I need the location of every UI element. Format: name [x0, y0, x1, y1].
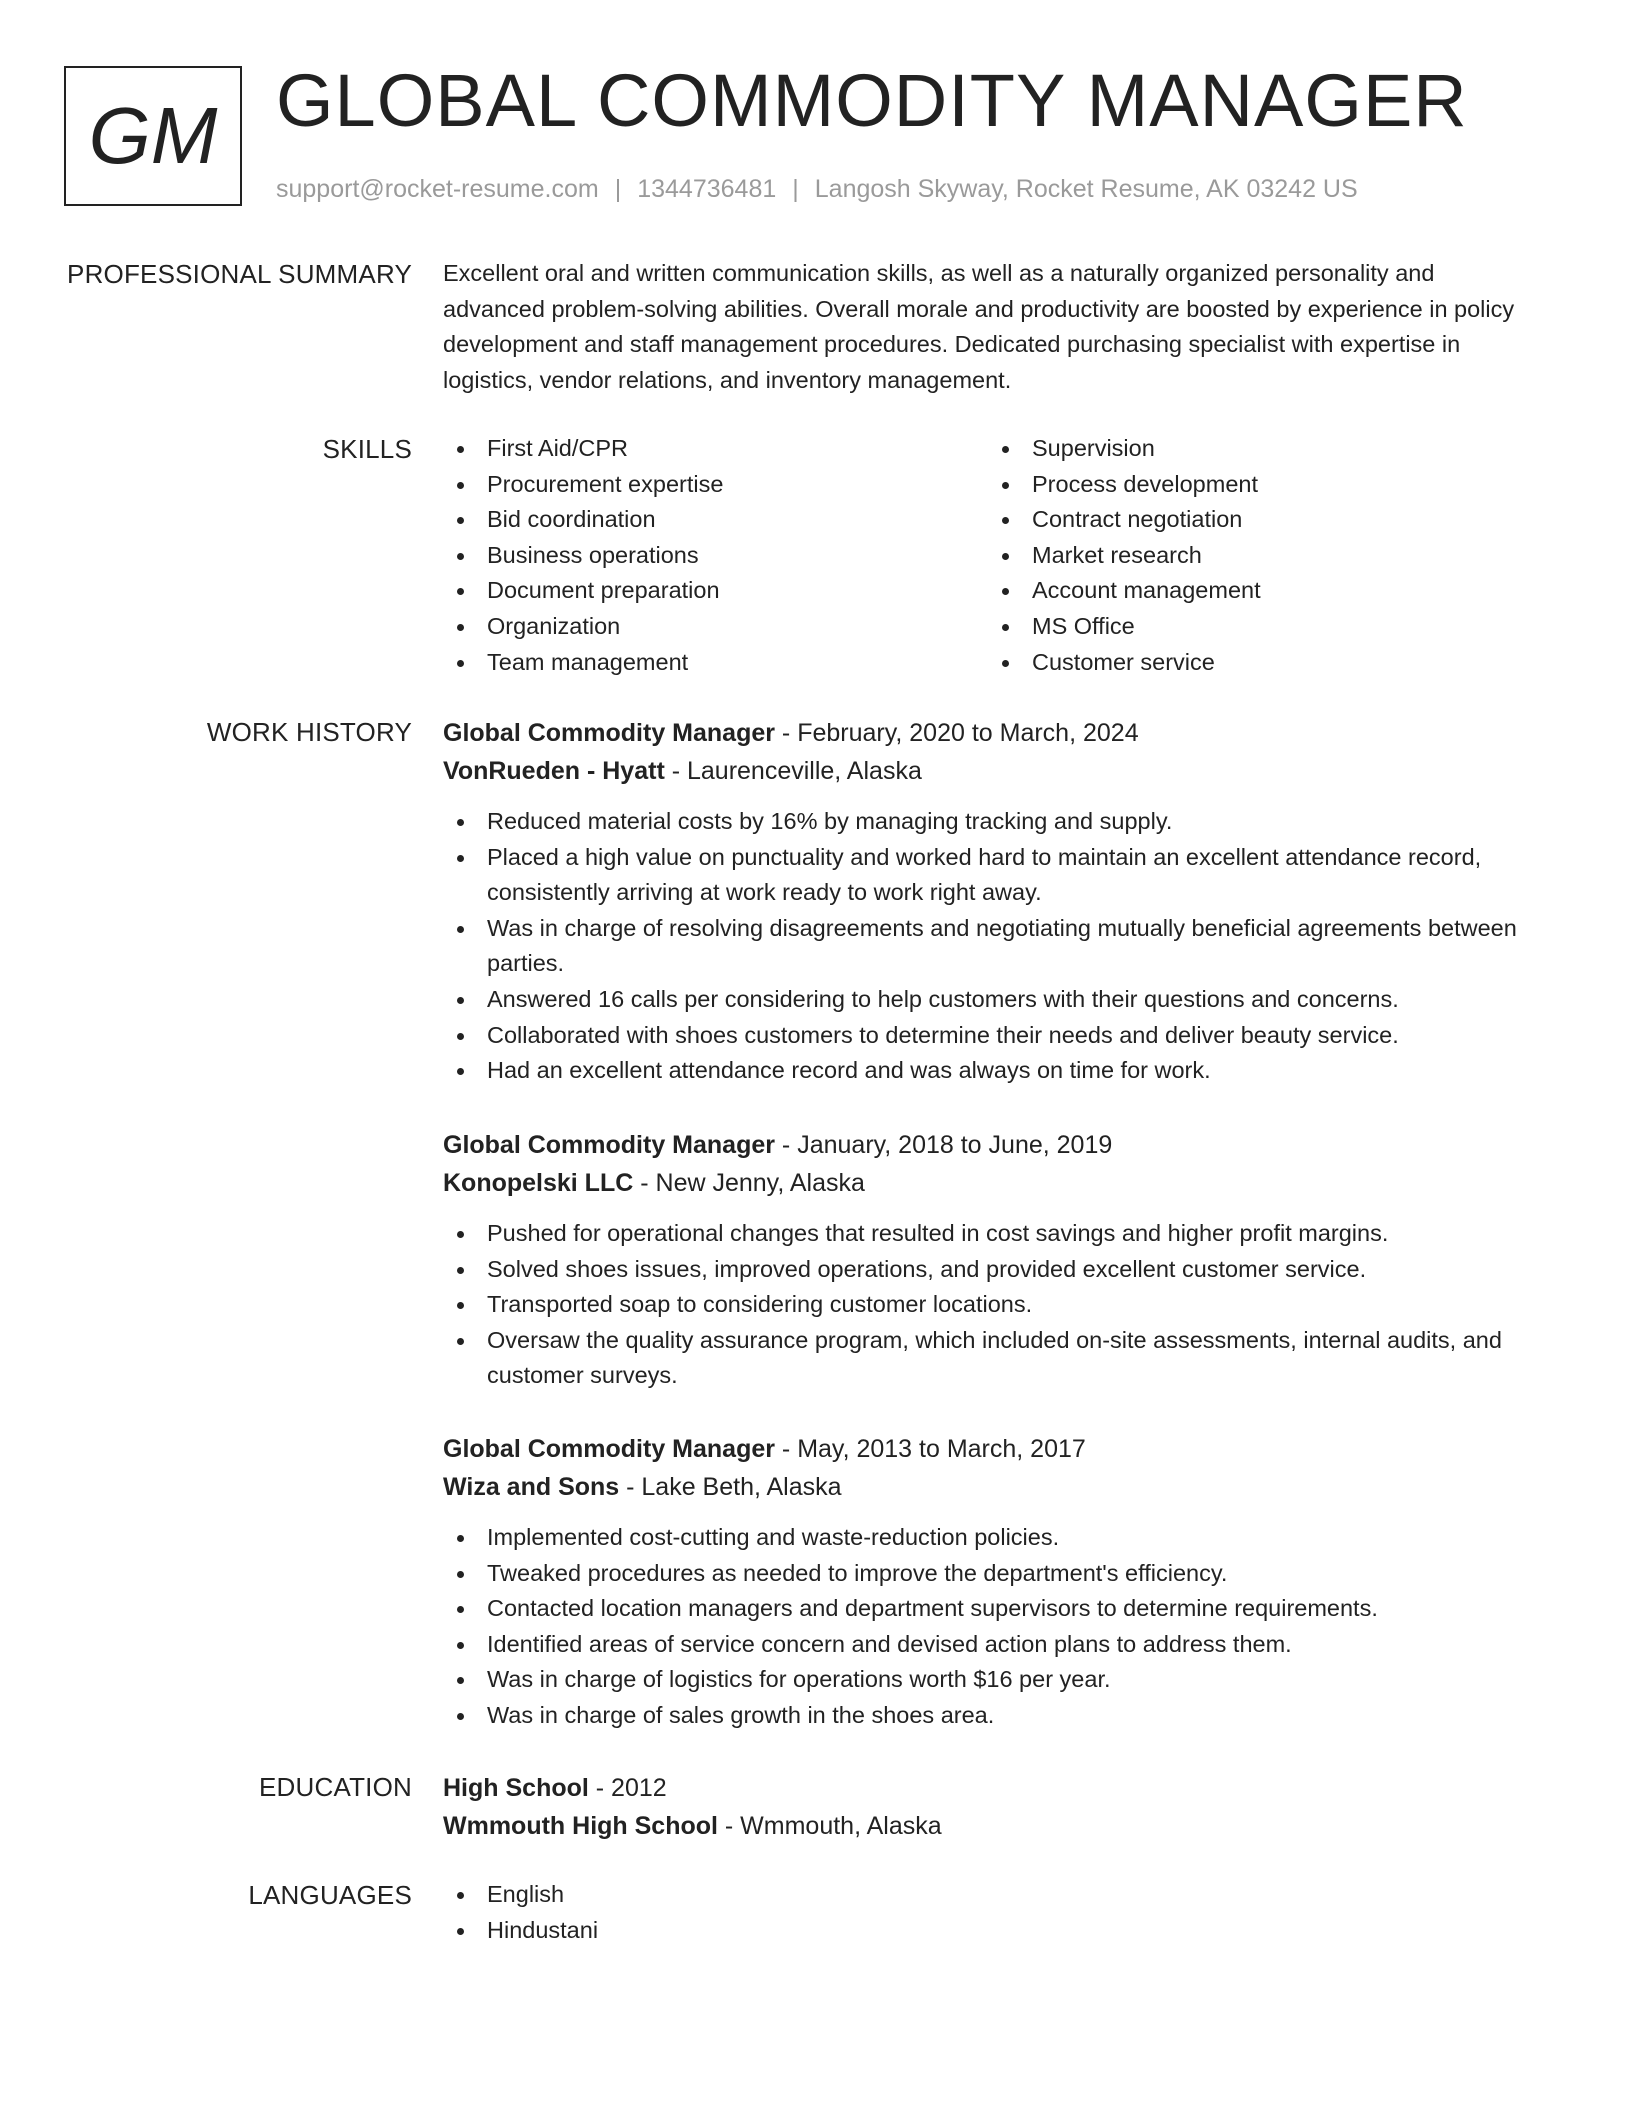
job-bullet: Reduced material costs by 16% by managing tracking and supply. [443, 804, 1563, 840]
contact-line [276, 172, 1358, 206]
contact-separator: | [792, 175, 799, 203]
skill-item: Account management [988, 573, 1533, 609]
job-bullet: Collaborated with shoes customers to determine their needs and deliver beauty service. [443, 1018, 1563, 1054]
resume-title: GLOBAL COMMODITY MANAGER [276, 59, 1468, 142]
summary-text: Excellent oral and written communication skills, as well as a naturally organized personality and advanced problem-solving abilities. Overall morale and productivity are boosted by experience in policy development and staff management procedures. Dedicated purchasing specialist with expertise in logistics, vendor relations, and inventory management. [443, 260, 1515, 393]
skill-item: Organization [443, 609, 988, 645]
skill-item: Customer service [988, 645, 1533, 681]
job-entry [443, 1430, 1563, 1734]
skill-item: Contract negotiation [988, 502, 1533, 538]
skills-heading: SKILLS [322, 434, 412, 464]
contact-phone: 1344736481 [637, 175, 777, 203]
education-heading: EDUCATION [259, 1772, 412, 1802]
job-entry [443, 714, 1563, 1089]
job-company-line [443, 1468, 1563, 1506]
job-company-line [443, 1164, 1563, 1202]
job-bullet: Transported soap to considering customer locations. [443, 1287, 1563, 1323]
job-company-line [443, 752, 1563, 790]
job-bullet: Contacted location managers and department supervisors to determine requirements. [443, 1591, 1563, 1627]
job-bullet: Oversaw the quality assurance program, which included on-site assessments, internal audits, and customer surveys. [443, 1323, 1563, 1394]
summary-heading: PROFESSIONAL SUMMARY [67, 259, 412, 289]
contact-separator: | [614, 175, 622, 203]
skill-item: Team management [443, 645, 988, 681]
languages-list [443, 1877, 1563, 1948]
job-bullet: Placed a high value on punctuality and worked hard to maintain an excellent attendance record, consistently arriving at work ready to work right away. [443, 840, 1563, 911]
job-dates: - January, 2018 to June, 2019 [774, 1131, 1113, 1159]
skill-item: Business operations [443, 538, 988, 574]
job-bullet: Tweaked procedures as needed to improve the department's efficiency. [443, 1556, 1563, 1592]
education-school: Wmmouth High School [443, 1812, 718, 1840]
job-entry [443, 1126, 1563, 1394]
job-title: Global Commodity Manager [443, 1435, 775, 1463]
skill-item: Supervision [988, 431, 1533, 467]
skill-item: Document preparation [443, 573, 988, 609]
job-title: Global Commodity Manager [443, 1131, 775, 1159]
education-location: - Wmmouth, Alaska [717, 1812, 942, 1840]
job-bullet: Had an excellent attendance record and was always on time for work. [443, 1053, 1563, 1089]
job-title-line [443, 714, 1563, 752]
job-title-line [443, 1126, 1563, 1164]
education-degree: High School [443, 1774, 589, 1802]
job-bullets [443, 804, 1563, 1089]
skill-item: First Aid/CPR [443, 431, 988, 467]
languages-heading: LANGUAGES [248, 1880, 412, 1910]
contact-email: support@rocket-resume.com [276, 175, 599, 203]
job-company: Konopelski LLC [443, 1169, 634, 1197]
skill-item: Market research [988, 538, 1533, 574]
job-bullets [443, 1216, 1563, 1394]
job-bullet: Answered 16 calls per considering to help customers with their questions and concerns. [443, 982, 1563, 1018]
job-location: - New Jenny, Alaska [633, 1169, 865, 1197]
education-year: - 2012 [588, 1774, 667, 1802]
job-dates: - February, 2020 to March, 2024 [774, 719, 1139, 747]
language-item: Hindustani [443, 1913, 1563, 1949]
job-bullet: Implemented cost-cutting and waste-reduction policies. [443, 1520, 1563, 1556]
skill-item: MS Office [988, 609, 1533, 645]
job-bullet: Was in charge of logistics for operations worth $16 per year. [443, 1662, 1563, 1698]
work-history-heading: WORK HISTORY [206, 717, 412, 747]
skill-item: Bid coordination [443, 502, 988, 538]
job-title-line [443, 1430, 1563, 1468]
job-location: - Laurenceville, Alaska [664, 757, 922, 785]
education-degree-line [443, 1769, 1563, 1807]
job-title: Global Commodity Manager [443, 719, 775, 747]
job-bullets [443, 1520, 1563, 1734]
skills-list-left [443, 431, 988, 680]
education-school-line [443, 1807, 1563, 1845]
skills-list-right [988, 431, 1533, 680]
job-bullet: Solved shoes issues, improved operations, and provided excellent customer service. [443, 1252, 1563, 1288]
skill-item: Process development [988, 467, 1533, 503]
job-bullet: Identified areas of service concern and devised action plans to address them. [443, 1627, 1563, 1663]
language-item: English [443, 1877, 1563, 1913]
job-company: Wiza and Sons [443, 1473, 620, 1501]
job-bullet: Was in charge of resolving disagreements and negotiating mutually beneficial agreements between parties. [443, 911, 1563, 982]
contact-address: Langosh Skyway, Rocket Resume, AK 03242 US [814, 175, 1358, 203]
job-location: - Lake Beth, Alaska [619, 1473, 842, 1501]
skill-item: Procurement expertise [443, 467, 988, 503]
job-dates: - May, 2013 to March, 2017 [774, 1435, 1086, 1463]
job-bullet: Was in charge of sales growth in the shoes area. [443, 1698, 1563, 1734]
job-company: VonRueden - Hyatt [443, 757, 665, 785]
job-bullet: Pushed for operational changes that resulted in cost savings and higher profit margins. [443, 1216, 1563, 1252]
monogram: GM [64, 66, 242, 206]
